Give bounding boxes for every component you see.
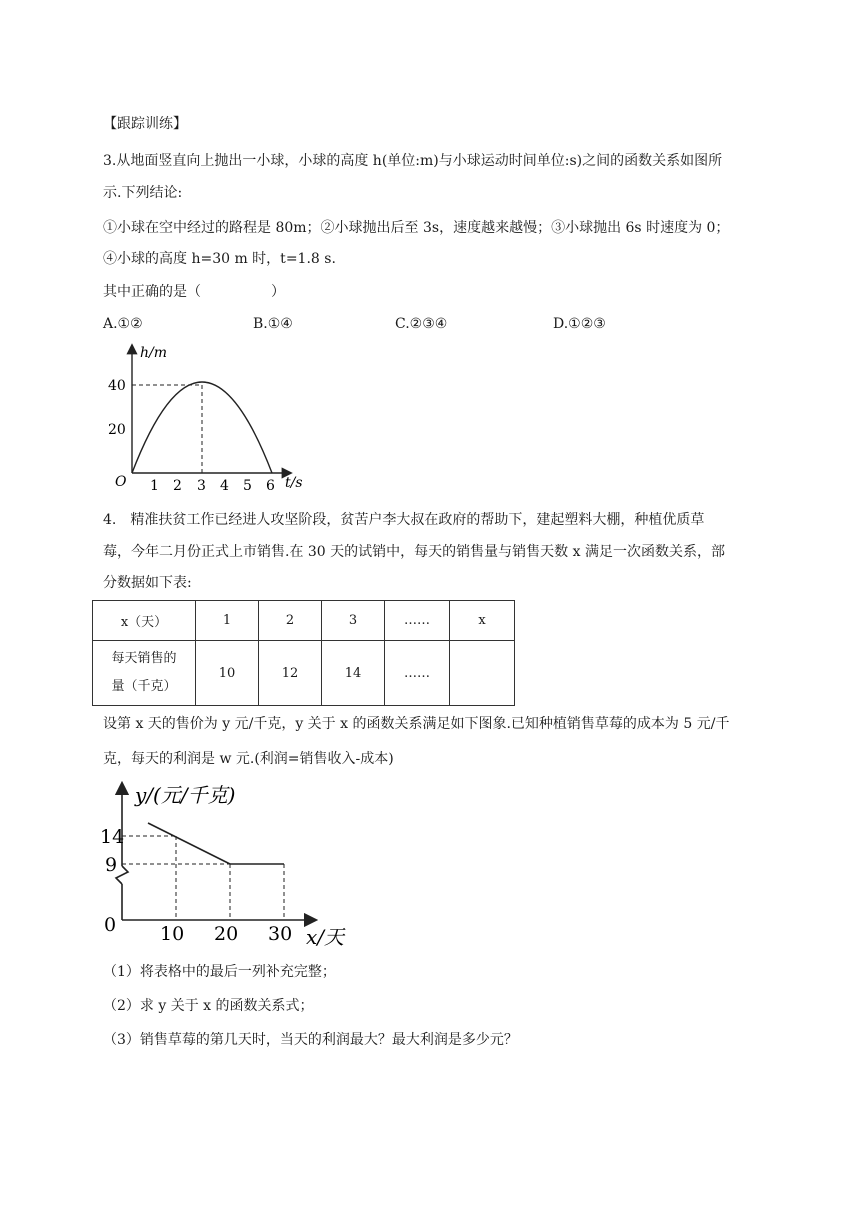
table-cell: …… xyxy=(385,601,450,641)
q3-conclusions-line1: ①小球在空中经过的路程是 80m；②小球抛出后至 3s，速度越来越慢；③小球抛出 6s 时速度为 0； xyxy=(103,220,730,236)
q4-x-tick-30: 30 xyxy=(268,923,293,945)
q3-option-d: D.①②③ xyxy=(553,316,606,332)
q3-y-axis-label: h/m xyxy=(140,345,168,361)
q3-y-tick-20: 20 xyxy=(108,422,126,438)
table-cell: 3 xyxy=(322,601,385,641)
table-cell: 14 xyxy=(322,641,385,706)
q3-option-c: C.②③④ xyxy=(395,316,448,332)
q3-option-b: B.①④ xyxy=(253,316,293,332)
q3-x-tick-5: 5 xyxy=(243,478,252,494)
table-cell-empty xyxy=(450,641,515,706)
q3-x-tick-6: 6 xyxy=(266,478,275,494)
q4-y-axis-label: y/(元/千克) xyxy=(135,783,236,807)
table-cell: 2 xyxy=(259,601,322,641)
q3-y-tick-40: 40 xyxy=(108,378,126,394)
q4-subquestion-1: （1）将表格中的最后一列补充完整； xyxy=(103,964,336,980)
q3-x-tick-2: 2 xyxy=(173,478,182,494)
table-header-sales xyxy=(93,641,196,706)
q4-x-tick-10: 10 xyxy=(160,923,185,945)
table-row-sales xyxy=(93,641,515,706)
section-heading: 【跟踪训练】 xyxy=(103,116,187,132)
q3-x-axis-label: t/s xyxy=(285,475,303,491)
table-cell: 1 xyxy=(196,601,259,641)
q4-price-decreasing-segment xyxy=(148,823,230,864)
q3-option-a: A.①② xyxy=(103,316,143,332)
q3-origin-label: O xyxy=(115,474,127,490)
q3-height-time-graph xyxy=(100,340,320,500)
q4-after-table-line2: 克，每天的利润是 w 元.(利润=销售收入-成本) xyxy=(103,751,394,767)
q3-stem-line1: 3.从地面竖直向上抛出一小球，小球的高度 h(单位:m)与小球运动时间单位:s)之间的函数关系如图所 xyxy=(103,153,723,169)
table-cell: …… xyxy=(385,641,450,706)
table-cell: 10 xyxy=(196,641,259,706)
table-row-days xyxy=(93,601,515,641)
q3-x-tick-4: 4 xyxy=(220,478,229,494)
q4-line1: 4. 精准扶贫工作已经进人攻坚阶段，贫苦户李大叔在政府的帮助下，建起塑料大棚，种植优质草 xyxy=(103,512,705,528)
table-header-days: x（天） xyxy=(93,601,196,641)
table-header-sales-line1: 每天销售的 xyxy=(111,651,177,666)
q3-x-tick-1: 1 xyxy=(150,478,159,494)
q3-prompt: 其中正确的是（ ） xyxy=(103,284,285,300)
sales-table xyxy=(92,600,515,706)
q3-stem-line2: 示.下列结论: xyxy=(103,185,183,201)
q4-subquestion-2: （2）求 y 关于 x 的函数关系式； xyxy=(103,998,314,1014)
q4-after-table-line1: 设第 x 天的售价为 y 元/千克，y 关于 x 的函数关系满足如下图象.已知种植销售草莓的成本为 5 元/千 xyxy=(103,716,730,732)
q4-line2: 莓，今年二月份正式上市销售.在 30 天的试销中，每天的销售量与销售天数 x 满足一次函数关系，部 xyxy=(103,544,725,560)
q4-price-day-graph xyxy=(100,780,360,950)
q3-x-tick-3: 3 xyxy=(197,478,206,494)
q4-y-tick-14: 14 xyxy=(100,826,125,848)
table-header-sales-line2: 量（千克） xyxy=(111,679,177,694)
q4-x-axis-label: x/天 xyxy=(306,925,345,949)
q4-subquestion-3: （3）销售草莓的第几天时，当天的利润最大？最大利润是多少元？ xyxy=(103,1032,518,1048)
q4-x-tick-20: 20 xyxy=(214,923,239,945)
q4-origin-label: 0 xyxy=(104,914,117,936)
q4-axis-break xyxy=(116,866,128,884)
q4-y-tick-9: 9 xyxy=(105,854,118,876)
q3-conclusions-line2: ④小球的高度 h=30 m 时，t=1.8 s. xyxy=(103,251,336,267)
q4-line3: 分数据如下表: xyxy=(103,575,192,591)
table-cell: x xyxy=(450,601,515,641)
table-cell: 12 xyxy=(259,641,322,706)
